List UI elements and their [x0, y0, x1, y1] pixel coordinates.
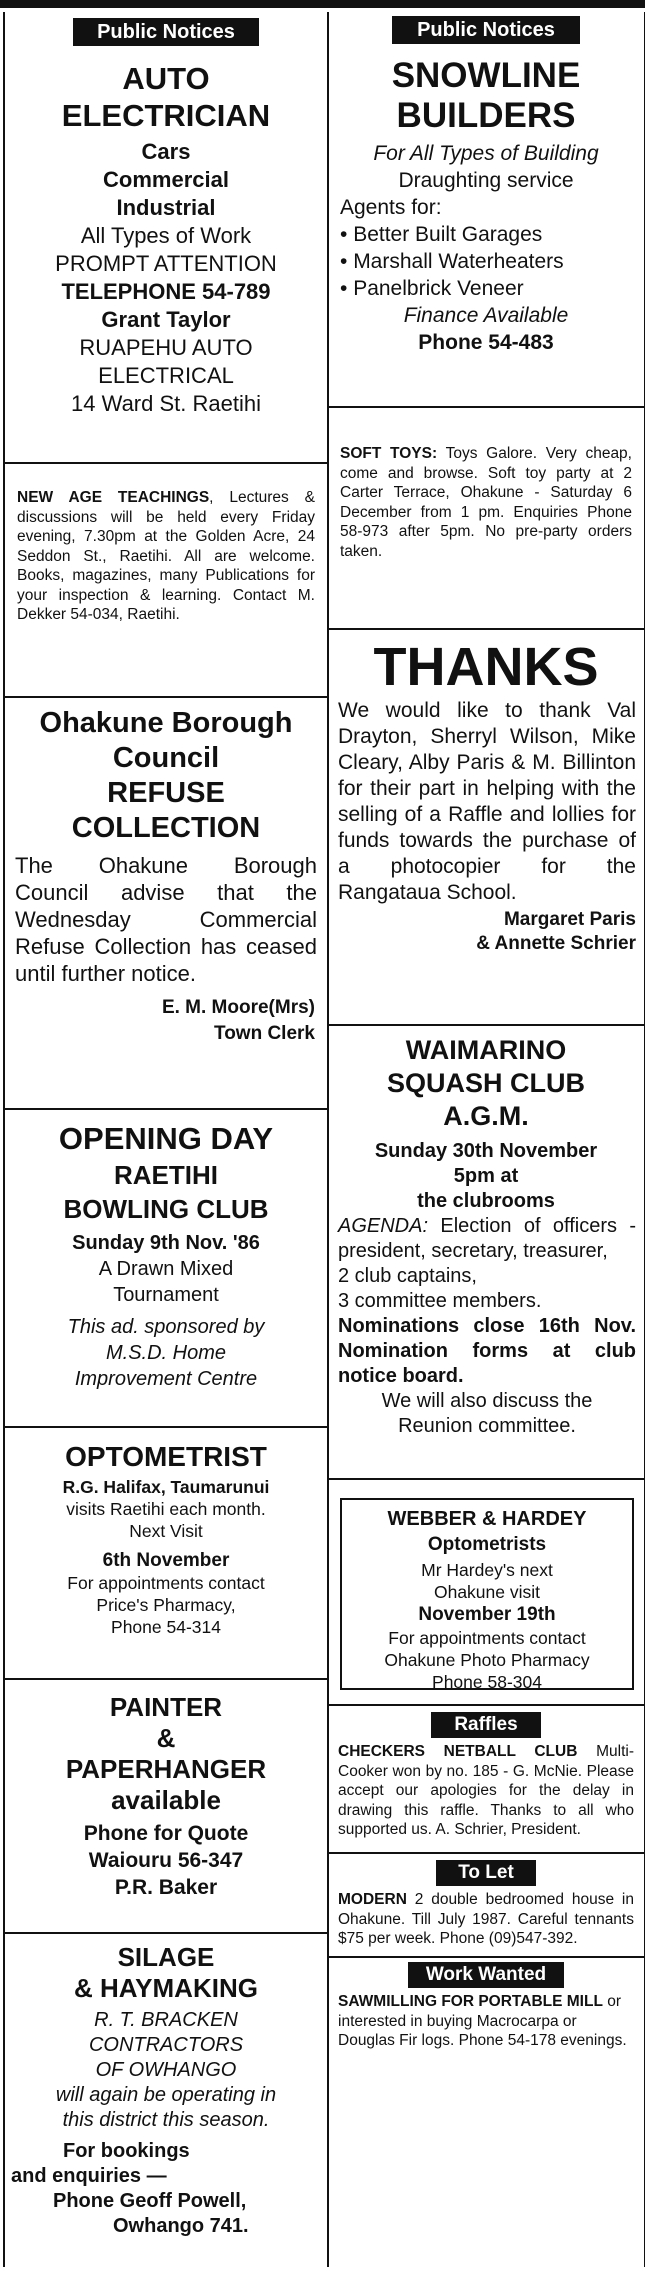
- opening-day-notice: OPENING DAY RAETIHI BOWLING CLUB Sunday 9th Nov. '86 A Drawn Mixed Tournament This ad. sponsored by M.S.D. Home Improvement Centre: [5, 1110, 327, 1428]
- webber-hardey-frame: WEBBER & HARDEY Optometrists Mr Hardey's next Ohakune visit November 19th For appointments contact Ohakune Photo Pharmacy Phone 58-304: [340, 1498, 634, 1690]
- painter-notice: PAINTER & PAPERHANGER available Phone for Quote Waiouru 56-347 P.R. Baker: [5, 1680, 327, 1934]
- raffles-header: Raffles: [431, 1712, 541, 1738]
- public-notices-header: Public Notices: [73, 18, 259, 46]
- squash-club-agm-notice: WAIMARINO SQUASH CLUB A.G.M. Sunday 30th November 5pm at the clubrooms AGENDA: Election of officers - president, secretary, treasurer, 2 club captains, 3 committee members. Nominations close 16th Nov. Nomination forms at club notice board. We will also discuss the Reunion committee.: [328, 1026, 644, 1480]
- bullet-item: • Panelbrick Veneer: [340, 277, 524, 300]
- raffles-notice: Raffles CHECKERS NETBALL CLUB Multi-Cooker won by no. 185 - G. McNie. Please accept our apologies for the delay in drawing this raffle. Thanks to all who supported us. A. Schrier, President.: [328, 1706, 644, 1854]
- to-let-header: To Let: [436, 1860, 536, 1886]
- new-age-teachings-notice: NEW AGE TEACHINGS, Lectures & discussions will be held every Friday evening, 7.30pm at the Golden Acre, 24 Seddon St., Raetihi. All are welcome. Books, magazines, many Publications for your inspection & learning. Contact M. Dekker 54-034, Raetihi.: [5, 464, 327, 698]
- soft-toys-notice: SOFT TOYS: Toys Galore. Very cheap, come and browse. Soft toy party at 2 Carter Terrace, Ohakune - Saturday 6 December from 1 pm. Enquiries Phone 58-973 after 5pm. No pre-party orders taken.: [328, 408, 644, 630]
- refuse-collection-notice: Ohakune Borough Council REFUSE COLLECTION The Ohakune Borough Council advise that the Wednesday Commercial Refuse Collection has ceased until further notice. E. M. Moore(Mrs) Town Clerk: [5, 698, 327, 1110]
- right-column: [328, 12, 645, 2267]
- webber-hardey-notice: [328, 1480, 644, 1706]
- optometrist-notice: OPTOMETRIST R.G. Halifax, Taumarunui visits Raetihi each month. Next Visit 6th November For appointments contact Price's Pharmacy, Phone 54-314: [5, 1428, 327, 1680]
- work-wanted-header: Work Wanted: [408, 1962, 564, 1988]
- left-column: [3, 12, 329, 2267]
- auto-electrician-notice: Public Notices AUTO ELECTRICIAN Cars Commercial Industrial All Types of Work PROMPT ATTENTION TELEPHONE 54-789 Grant Taylor RUAPEHU AUTO ELECTRICAL 14 Ward St. Raetihi: [5, 12, 327, 464]
- public-notices-header: Public Notices: [392, 16, 580, 44]
- top-rule: [0, 0, 645, 8]
- to-let-notice: To Let MODERN 2 double bedroomed house in Ohakune. Till July 1987. Careful tennants $75 per week. Phone (09)547-392.: [328, 1854, 644, 1958]
- silage-haymaking-notice: SILAGE & HAYMAKING R. T. BRACKEN CONTRACTORS OF OWHANGO will again be operating in this district this season. For bookings and enquiries — Phone Geoff Powell, Owhango 741.: [11, 1942, 277, 2237]
- notice-title: AUTO ELECTRICIAN: [61, 61, 271, 133]
- thanks-notice: THANKS We would like to thank Val Drayton, Sherryl Wilson, Mike Cleary, Alby Paris & M. Billinton for their part in helping with the selling of a Raffle and lollies for funds towards the purchase of a photocopier for the Rangataua School. Margaret Paris & Annette Schrier: [328, 630, 644, 1026]
- bullet-item: • Marshall Waterheaters: [340, 250, 564, 273]
- snowline-builders-notice: Public Notices SNOWLINE BUILDERS For All Types of Building Draughting service Agents for: • Better Built Garages • Marshall Waterheaters • Panelbrick Veneer Finance Available Phone 54-483: [328, 12, 644, 408]
- bullet-item: • Better Built Garages: [340, 223, 543, 246]
- work-wanted-notice: Work Wanted SAWMILLING FOR PORTABLE MILL or interested in buying Macrocarpa or Douglas Fir logs. Phone 54-178 evenings.: [338, 1964, 627, 2049]
